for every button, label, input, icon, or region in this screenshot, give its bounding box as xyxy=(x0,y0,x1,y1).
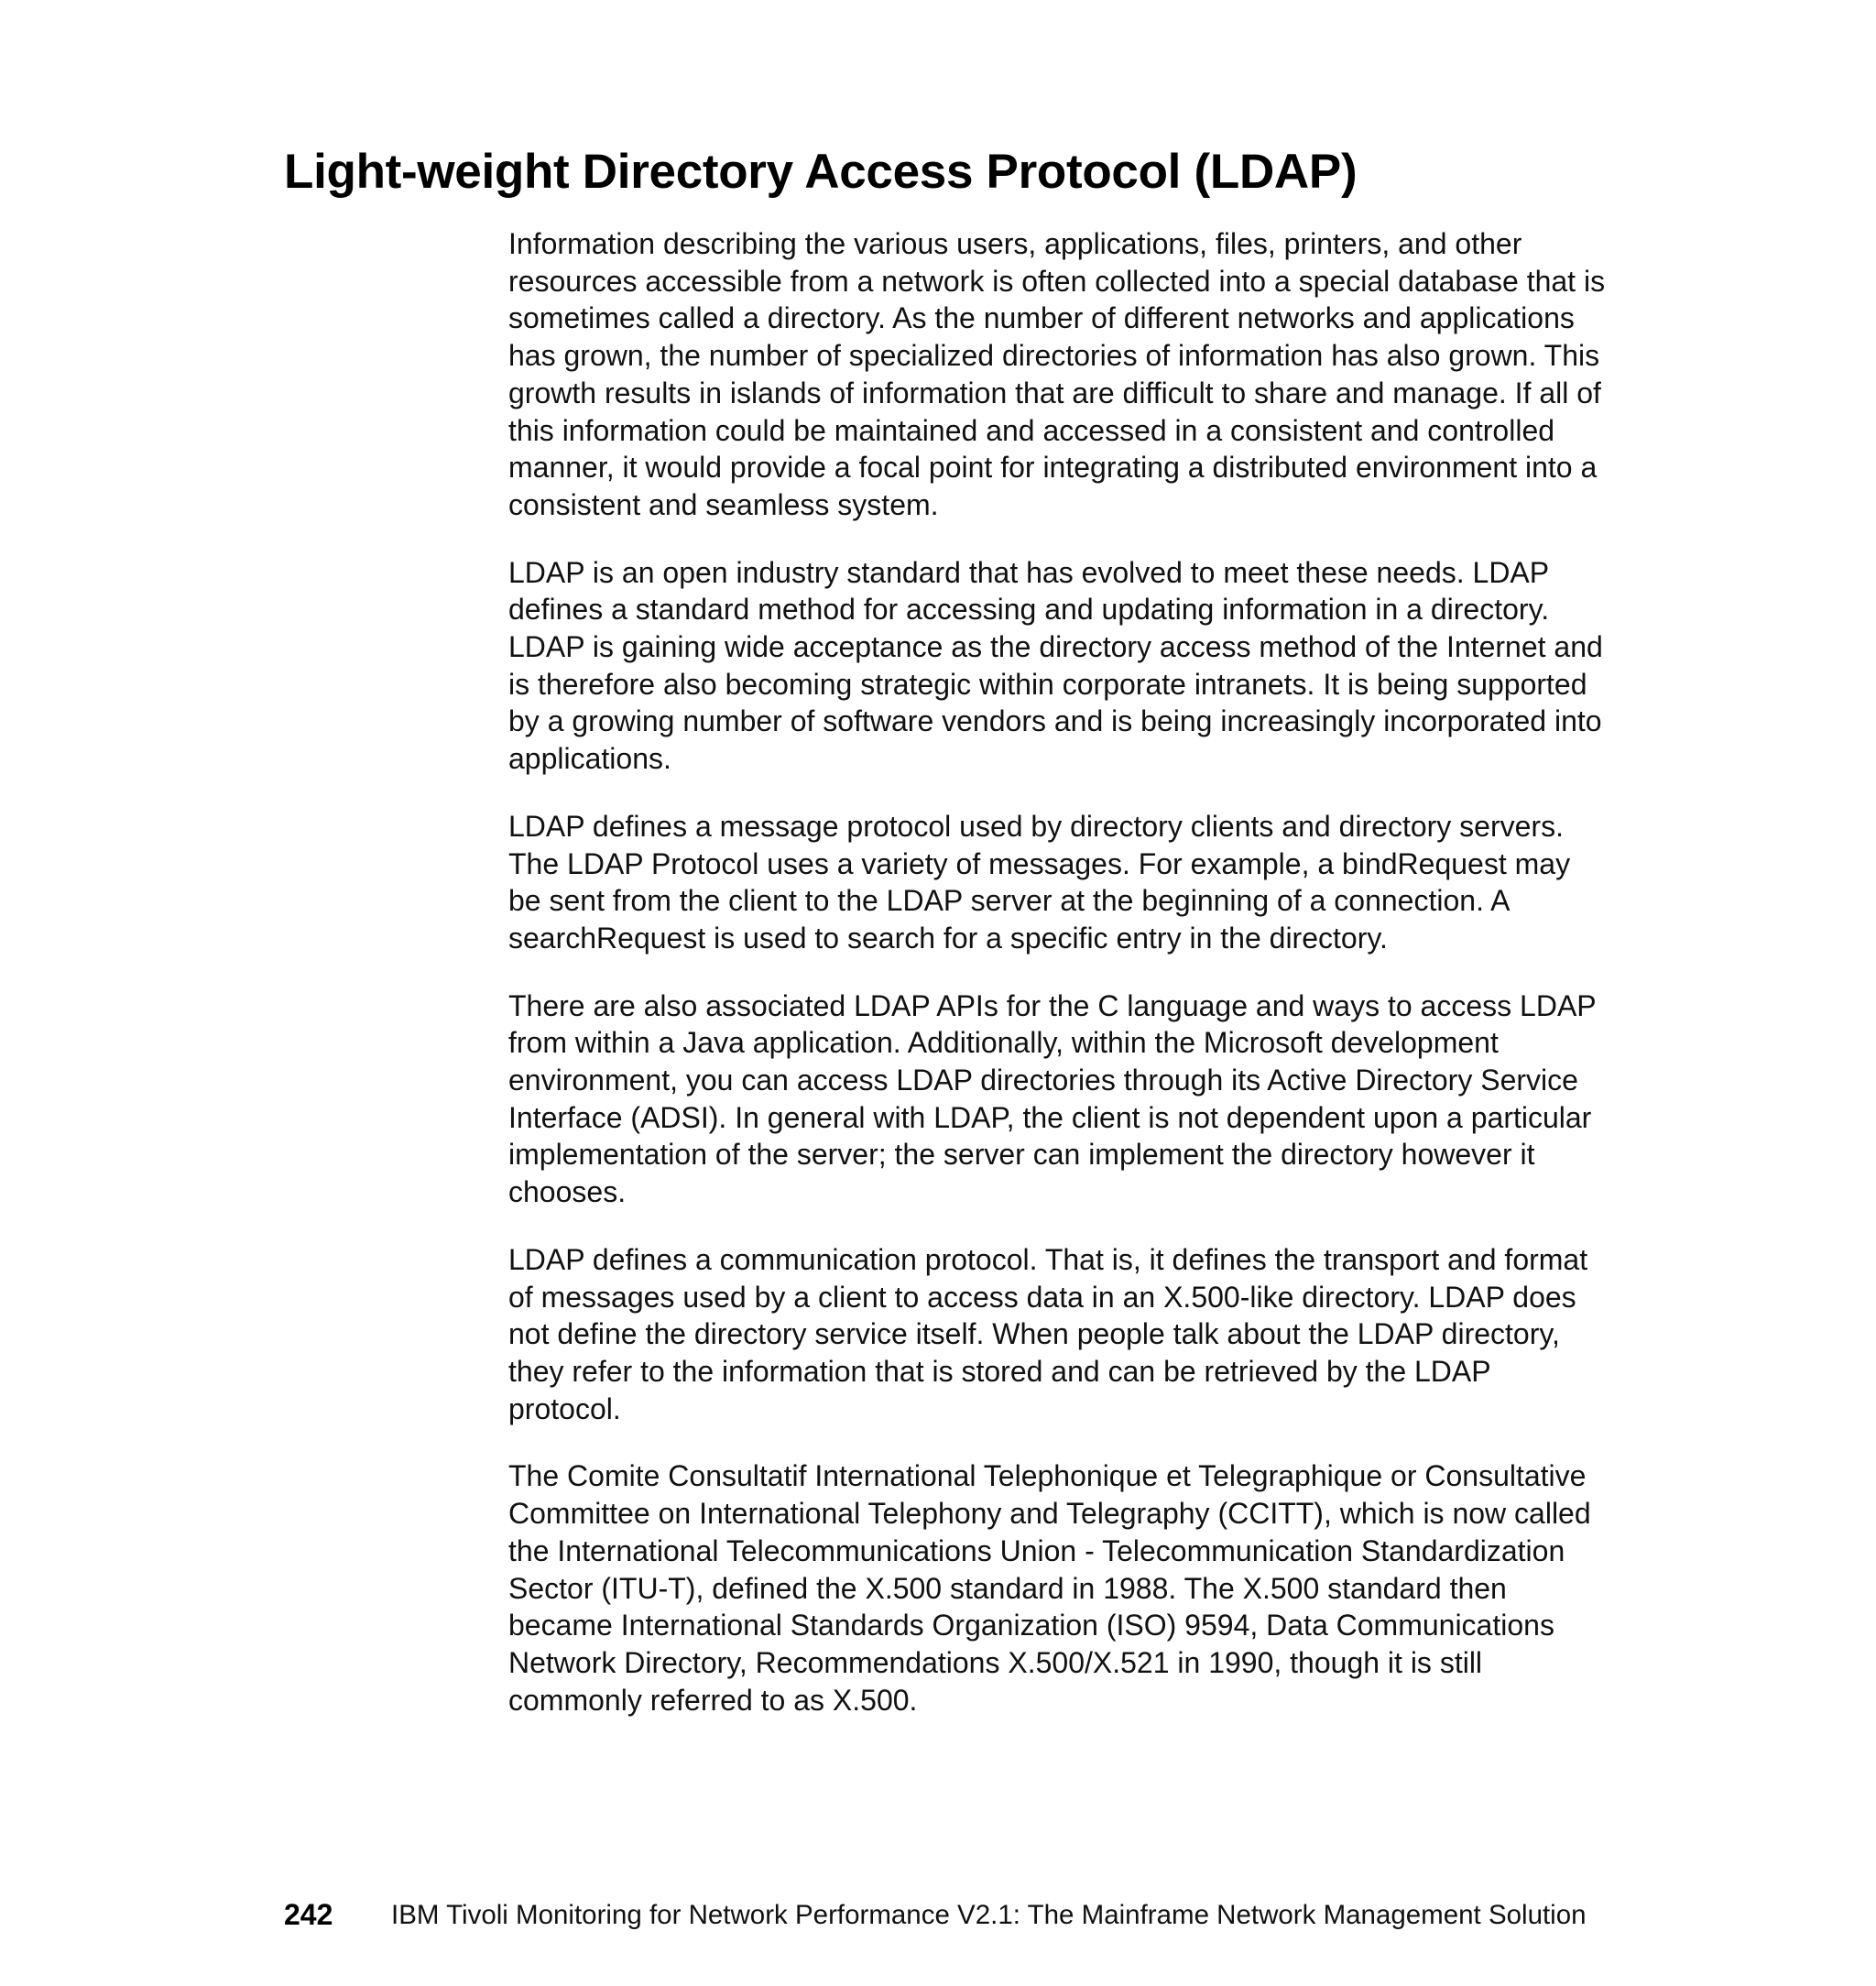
page-footer xyxy=(284,1894,1612,1935)
paragraph-ldap-standard: LDAP is an open industry standard that has evolved to meet these needs. LDAP defines a standard method for accessing and updating information in a directory. LDAP is gaining wide acceptance as the directory access method of the Internet and is therefore also becoming strategic within corporate intranets. It is being supported by a growing number of software vendors and is being increasingly incorporated into applications. xyxy=(508,555,1603,776)
paragraph-directory-intro: Information describing the various users, applications, files, printers, and other resources accessible from a network is often collected into a special database that is sometimes called a directory. As the number of different networks and applications has grown, the number of specialized directories of information has also grown. This growth results in islands of information that are difficult to share and manage. If all of this information could be maintained and accessed in a consistent and controlled manner, it would provide a focal point for integrating a distributed environment into a consistent and seamless system. xyxy=(508,227,1606,521)
paragraph-message-protocol: LDAP defines a message protocol used by directory clients and directory servers. The LDAP Protocol uses a variety of messages. For example, a bindRequest may be sent from the client to the LDAP server at the beginning of a connection. A searchRequest is used to search for a specific entry in the directory. xyxy=(508,809,1571,955)
page-title: Light-weight Directory Access Protocol (LDAP) xyxy=(284,145,1358,199)
body-text xyxy=(508,225,1608,1749)
paragraph-communication-protocol: LDAP defines a communication protocol. That is, it defines the transport and format of messages used by a client to access data in an X.500-like directory. LDAP does not define the directory service itself. When people talk about the LDAP directory, they refer to the information that is stored and can be retrieved by the LDAP protocol. xyxy=(508,1242,1588,1425)
running-footer-title: IBM Tivoli Monitoring for Network Performance V2.1: The Mainframe Network Management Solution xyxy=(391,1900,1587,1930)
paragraph-ldap-apis: There are also associated LDAP APIs for the C language and ways to access LDAP from within a Java application. Additionally, within the Microsoft development environment, you can access LDAP directories through its Active Directory Service Interface (ADSI). In general with LDAP, the client is not dependent upon a particular implementation of the server; the server can implement the directory however it chooses. xyxy=(508,988,1597,1209)
paragraph-x500-history: The Comite Consultatif International Telephonique et Telegraphique or Consultative Committee on International Telephony and Telegraphy (CCITT), which is now called the International Telecommunications Union - Telecommunication Standardization Sector (ITU-T), defined the X.500 standard in 1988. The X.500 standard then became International Standards Organization (ISO) 9594, Data Communications Network Directory, Recommendations X.500/X.521 in 1990, though it is still commonly referred to as X.500. xyxy=(508,1459,1591,1717)
page-number: 242 xyxy=(284,1898,333,1931)
